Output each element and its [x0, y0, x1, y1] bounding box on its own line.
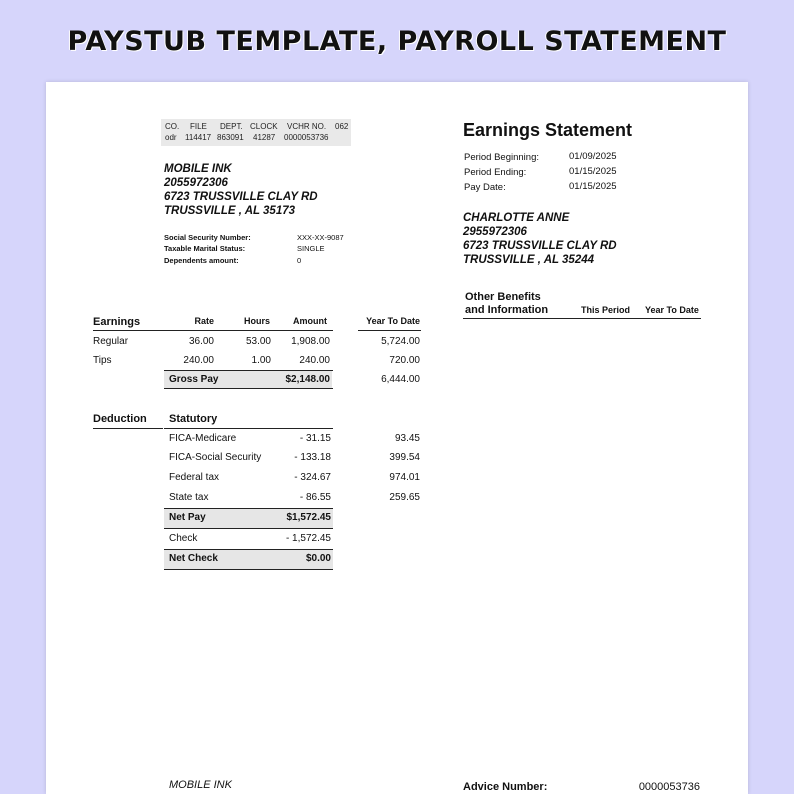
deduction-row-ytd: 93.45	[394, 433, 420, 444]
benefits-rule	[463, 318, 701, 319]
code-header-dept: DEPT.	[220, 122, 243, 131]
footer-company: MOBILE INK	[169, 779, 232, 791]
earnings-ytd-rule	[358, 330, 421, 331]
deduction-title: Deduction	[93, 413, 147, 425]
pay-date-value: 01/15/2025	[569, 181, 617, 192]
net-pay-label: Net Pay	[169, 512, 206, 523]
employee-city: TRUSSVILLE , AL 35244	[463, 254, 595, 266]
net-pay-amount: $1,572.45	[286, 512, 331, 523]
earnings-col-ytd: Year To Date	[366, 316, 420, 326]
deduction-row-label: FICA-Social Security	[169, 452, 262, 463]
marital-label: Taxable Marital Status:	[164, 244, 246, 253]
earnings-row-hours: 1.00	[251, 355, 271, 366]
company-address	[164, 162, 318, 218]
company-street: 6723 TRUSSVILLE CLAY RD	[164, 191, 318, 203]
code-header-file: FILE	[190, 122, 207, 131]
gross-pay-amount: $2,148.00	[285, 374, 330, 385]
period-end-value: 01/15/2025	[569, 166, 617, 177]
gross-top-rule	[164, 370, 333, 371]
statement-title: Earnings Statement	[463, 120, 633, 140]
earnings-row-rate: 240.00	[183, 355, 214, 366]
code-header-vchr: VCHR NO.	[287, 122, 327, 131]
code-value-dept: 863091	[217, 133, 244, 142]
benefits-title-2: and Information	[465, 304, 549, 316]
ssn-value: XXX-XX-9087	[297, 233, 344, 242]
code-box	[161, 119, 351, 146]
deduction-rule	[93, 428, 163, 429]
deduction-row-amount: - 133.18	[294, 452, 331, 463]
code-value-clock: 41287	[253, 133, 276, 142]
gross-pay-label: Gross Pay	[169, 374, 219, 385]
benefits-title-1: Other Benefits	[465, 291, 541, 303]
earnings-row-rate: 36.00	[188, 336, 214, 347]
earnings-row-amount: 1,908.00	[291, 336, 330, 347]
net-check-top-rule	[164, 549, 333, 550]
earnings-row-label: Tips	[93, 355, 112, 366]
company-city: TRUSSVILLE , AL 35173	[164, 205, 296, 217]
earnings-row-amount: 240.00	[299, 355, 330, 366]
company-id: 2055972306	[164, 177, 228, 189]
check-amount: - 1,572.45	[285, 533, 331, 544]
deduction-row-amount: - 86.55	[299, 492, 331, 503]
statutory-title: Statutory	[169, 413, 218, 425]
deduction-row-ytd: 399.54	[389, 452, 420, 463]
net-pay-bottom-rule	[164, 528, 333, 529]
earnings-title: Earnings	[93, 316, 141, 328]
banner-title: PAYSTUB TEMPLATE, PAYROLL STATEMENT	[67, 26, 727, 57]
net-check-amount: $0.00	[305, 553, 331, 564]
marital-value: SINGLE	[297, 244, 325, 253]
code-value-vchr: 0000053736	[284, 133, 329, 142]
code-header-clock: CLOCK	[250, 122, 278, 131]
employee-street: 6723 TRUSSVILLE CLAY RD	[463, 240, 617, 252]
earnings-col-rate: Rate	[194, 316, 214, 326]
deduction-row-ytd: 974.01	[389, 472, 420, 483]
earnings-col-amount: Amount	[293, 316, 327, 326]
statutory-rule	[164, 428, 333, 429]
dependents-value: 0	[297, 256, 302, 265]
advice-number-label: Advice Number:	[463, 781, 548, 793]
advice-number-value: 0000053736	[638, 781, 700, 793]
deduction-row-ytd: 259.65	[389, 492, 420, 503]
employee-name: CHARLOTTE ANNE	[463, 212, 570, 224]
earnings-col-hours: Hours	[243, 316, 270, 326]
ssn-label: Social Security Number:	[164, 233, 251, 242]
net-pay-top-rule	[164, 508, 333, 509]
gross-pay-ytd: 6,444.00	[381, 374, 420, 385]
deduction-row-label: State tax	[169, 492, 209, 503]
employee-address	[463, 211, 617, 267]
earnings-row-ytd: 720.00	[389, 355, 420, 366]
code-header-co: CO.	[165, 122, 180, 131]
deduction-row-label: Federal tax	[169, 472, 220, 483]
earnings-row-hours: 53.00	[245, 336, 271, 347]
period-end-label: Period Ending:	[464, 167, 527, 178]
deduction-row-label: FICA-Medicare	[169, 433, 237, 444]
earnings-row-ytd: 5,724.00	[381, 336, 420, 347]
code-header-062: 062	[335, 122, 349, 131]
deduction-row-amount: - 31.15	[299, 433, 331, 444]
benefits-ytd: Year To Date	[645, 305, 699, 315]
dependents-label: Dependents amount:	[164, 256, 239, 265]
code-value-co: odr	[165, 133, 177, 142]
net-check-label: Net Check	[169, 553, 218, 564]
earnings-row-label: Regular	[93, 336, 129, 347]
earnings-rule	[93, 330, 333, 331]
period-begin-label: Period Beginning:	[464, 152, 539, 163]
code-value-file: 114417	[185, 133, 212, 142]
company-name: MOBILE INK	[164, 163, 232, 175]
net-check-bottom-rule	[164, 569, 333, 570]
employee-id: 2955972306	[463, 226, 527, 238]
gross-bottom-rule	[164, 388, 333, 389]
period-begin-value: 01/09/2025	[569, 151, 617, 162]
check-label: Check	[169, 533, 198, 544]
pay-date-label: Pay Date:	[464, 182, 506, 193]
paystub-page	[46, 82, 748, 794]
benefits-this-period: This Period	[581, 305, 631, 315]
deduction-row-amount: - 324.67	[294, 472, 331, 483]
